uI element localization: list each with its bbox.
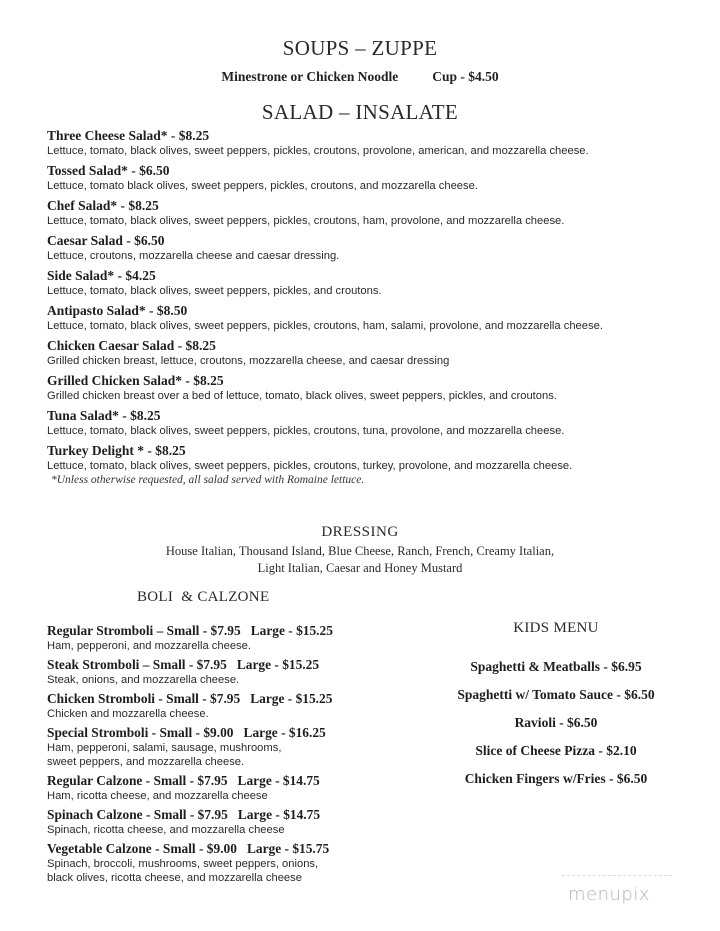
kids-menu-item: Spaghetti w/ Tomato Sauce - $6.50 xyxy=(457,687,655,702)
salad-item-name: Chef Salad* - $8.25 xyxy=(47,198,159,213)
dressing-list xyxy=(120,543,600,577)
salad-item-desc: Lettuce, tomato, black olives, sweet peppers, pickles, and croutons. xyxy=(47,285,382,297)
soup-item xyxy=(0,69,720,85)
salad-item-desc: Grilled chicken breast, lettuce, croutons, mozzarella cheese, and caesar dressing xyxy=(47,355,450,367)
salad-item xyxy=(47,232,687,263)
salad-item-name: Three Cheese Salad* - $8.25 xyxy=(47,128,210,143)
salad-item-name: Tuna Salad* - $8.25 xyxy=(47,408,161,423)
kids-menu-item: Ravioli - $6.50 xyxy=(514,715,598,730)
boli-item-name: Chicken Stromboli - Small - $7.95 Large - $15.25 xyxy=(47,691,333,706)
boli-calzone-heading: BOLI & CALZONE xyxy=(137,589,270,605)
salad-heading: SALAD – INSALATE xyxy=(261,100,459,124)
salad-item xyxy=(47,407,687,438)
menupix-watermark xyxy=(562,875,672,916)
boli-item-name: Vegetable Calzone - Small - $9.00 Large - $15.75 xyxy=(47,841,330,856)
salad-item-desc: Lettuce, tomato black olives, sweet peppers, pickles, croutons, and mozzarella cheese. xyxy=(47,180,478,192)
boli-item xyxy=(47,806,417,837)
boli-item-name: Steak Stromboli – Small - $7.95 Large - $15.25 xyxy=(47,657,320,672)
salad-item-desc: Lettuce, tomato, black olives, sweet peppers, pickles, croutons, turkey, provolone, and mozzarella cheese. xyxy=(47,460,573,472)
salad-item-desc: Lettuce, tomato, black olives, sweet peppers, pickles, croutons, ham, provolone, and mozzarella cheese. xyxy=(47,215,565,227)
salad-item-name: Grilled Chicken Salad* - $8.25 xyxy=(47,373,224,388)
salad-item xyxy=(47,302,687,333)
boli-item-name: Special Stromboli - Small - $9.00 Large - $16.25 xyxy=(47,725,326,740)
salad-item-name: Tossed Salad* - $6.50 xyxy=(47,163,170,178)
boli-item-desc-line: Spinach, broccoli, mushrooms, sweet peppers, onions, xyxy=(47,858,319,870)
salad-list xyxy=(47,127,687,487)
boli-calzone-list xyxy=(47,622,417,888)
dressing-heading: DRESSING xyxy=(321,524,399,540)
salad-item-desc: Lettuce, tomato, black olives, sweet peppers, pickles, croutons, ham, salami, provolone, and mozzarella cheese. xyxy=(47,320,603,332)
boli-item-desc-line: sweet peppers, and mozzarella cheese. xyxy=(47,756,245,768)
boli-item-desc: Chicken and mozzarella cheese. xyxy=(47,708,209,720)
watermark-logo: menupix xyxy=(568,884,651,905)
boli-item xyxy=(47,772,417,803)
salad-item xyxy=(47,337,687,368)
boli-item-desc: Ham, ricotta cheese, and mozzarella cheese xyxy=(47,790,268,802)
boli-item-desc: Spinach, ricotta cheese, and mozzarella cheese xyxy=(47,824,285,836)
salad-item-desc: Grilled chicken breast over a bed of lettuce, tomato, black olives, sweet peppers, pickles, and croutons. xyxy=(47,390,557,402)
salad-item-name: Chicken Caesar Salad - $8.25 xyxy=(47,338,216,353)
salad-item-name: Side Salad* - $4.25 xyxy=(47,268,156,283)
boli-item xyxy=(47,840,417,885)
salad-item-name: Antipasto Salad* - $8.50 xyxy=(47,303,188,318)
salad-item xyxy=(47,127,687,158)
kids-menu xyxy=(430,620,682,799)
boli-item-name: Regular Stromboli – Small - $7.95 Large - $15.25 xyxy=(47,623,333,638)
salad-item xyxy=(47,442,687,473)
salad-item xyxy=(47,372,687,403)
boli-item-desc-line: black olives, ricotta cheese, and mozzarella cheese xyxy=(47,872,302,884)
boli-item xyxy=(47,690,417,721)
salad-item-desc: Lettuce, tomato, black olives, sweet peppers, pickles, croutons, tuna, provolone, and mozzarella cheese. xyxy=(47,425,565,437)
salad-item xyxy=(47,197,687,228)
boli-item-desc: Steak, onions, and mozzarella cheese. xyxy=(47,674,240,686)
salad-item xyxy=(47,267,687,298)
salad-item-desc: Lettuce, tomato, black olives, sweet peppers, pickles, croutons, provolone, american, and mozzarella cheese. xyxy=(47,145,589,157)
dressing-line-2: Light Italian, Caesar and Honey Mustard xyxy=(257,561,463,575)
soup-price: Cup - $4.50 xyxy=(432,69,499,84)
boli-item-desc xyxy=(47,857,417,885)
salad-item-name: Turkey Delight * - $8.25 xyxy=(47,443,186,458)
boli-item xyxy=(47,622,417,653)
boli-item xyxy=(47,656,417,687)
boli-item-desc xyxy=(47,741,417,769)
boli-item xyxy=(47,724,417,769)
kids-menu-item: Chicken Fingers w/Fries - $6.50 xyxy=(464,771,648,786)
kids-menu-item: Slice of Cheese Pizza - $2.10 xyxy=(475,743,637,758)
salad-item xyxy=(47,162,687,193)
soups-heading: SOUPS – ZUPPE xyxy=(282,36,438,60)
salad-item-desc: Lettuce, croutons, mozzarella cheese and caesar dressing. xyxy=(47,250,340,262)
dressing-line-1: House Italian, Thousand Island, Blue Cheese, Ranch, French, Creamy Italian, xyxy=(165,544,555,558)
boli-item-name: Spinach Calzone - Small - $7.95 Large - $14.75 xyxy=(47,807,321,822)
salad-item-name: Caesar Salad - $6.50 xyxy=(47,233,165,248)
kids-menu-heading: KIDS MENU xyxy=(513,620,599,636)
boli-item-desc-line: Ham, pepperoni, salami, sausage, mushrooms, xyxy=(47,742,282,754)
salad-footnote: *Unless otherwise requested, all salad served with Romaine lettuce. xyxy=(51,474,365,486)
boli-item-desc: Ham, pepperoni, and mozzarella cheese. xyxy=(47,640,251,652)
soup-name: Minestrone or Chicken Noodle xyxy=(221,69,399,84)
kids-menu-item: Spaghetti & Meatballs - $6.95 xyxy=(470,659,642,674)
boli-item-name: Regular Calzone - Small - $7.95 Large - $14.75 xyxy=(47,773,320,788)
